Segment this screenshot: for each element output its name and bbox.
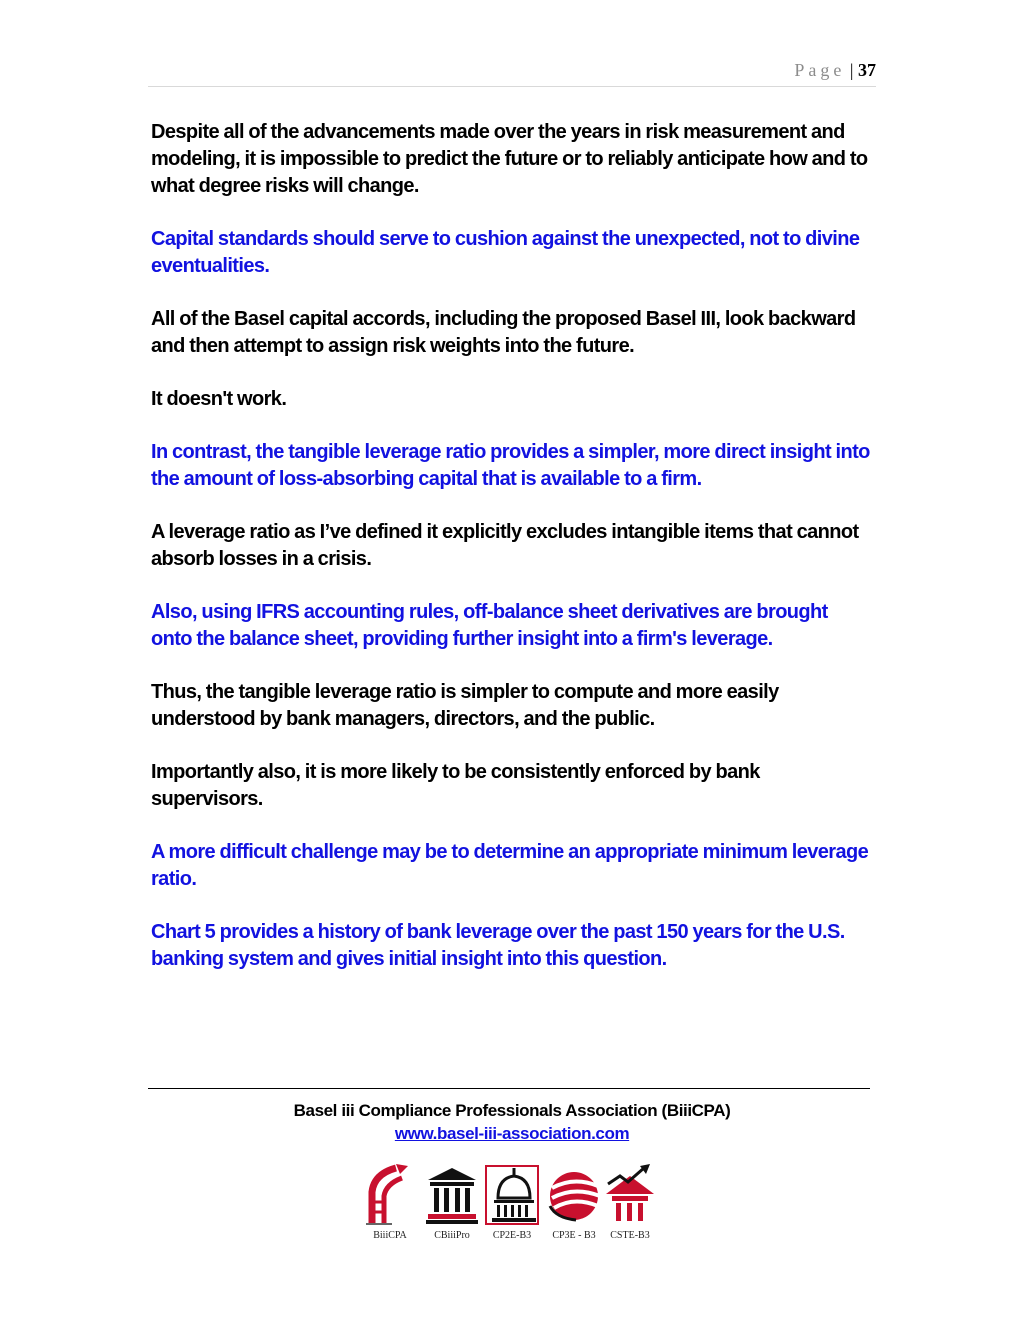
page-separator: | (849, 60, 854, 80)
paragraph: Capital standards should serve to cushion against the unexpected, not to divine eventualities. (151, 228, 860, 277)
paragraph: Despite all of the advancements made over the years in risk measurement and modeling, it is impossible to predict the future or to reliably anticipate how and to what degree risks will change. (151, 121, 868, 197)
logo-cbiiipro[interactable] (422, 1162, 482, 1247)
red-globe-icon (546, 1162, 602, 1226)
logo-cste-b3[interactable] (600, 1162, 660, 1247)
logo-caption: CBiiiPro (434, 1230, 470, 1241)
bank-columns-icon (424, 1162, 480, 1226)
paragraph: Importantly also, it is more likely to be consistently enforced by bank supervisors. (151, 761, 760, 810)
footer-website-link[interactable]: www.basel-iii-association.com (394, 1124, 630, 1143)
logo-biiicpa[interactable] (360, 1162, 420, 1247)
paragraph: Also, using IFRS accounting rules, off-balance sheet derivatives are brought onto the balance sheet, providing further insight into a firm's leverage. (151, 601, 828, 650)
bridge-arch-icon (362, 1162, 418, 1226)
paragraph: A more difficult challenge may be to determine an appropriate minimum leverage ratio. (151, 841, 869, 890)
footer-divider (148, 1088, 870, 1089)
document-body (151, 119, 871, 999)
paragraph: A leverage ratio as I’ve defined it explicitly excludes intangible items that cannot absorb losses in a crisis. (151, 521, 859, 570)
logo-caption: CSTE-B3 (610, 1230, 650, 1241)
rising-chart-house-icon (602, 1162, 658, 1226)
paragraph: In contrast, the tangible leverage ratio provides a simpler, more direct insight into the amount of loss-absorbing capital that is available to a firm. (151, 441, 870, 490)
paragraph: It doesn't work. (151, 388, 287, 410)
paragraph: Thus, the tangible leverage ratio is simpler to compute and more easily understood by bank managers, directors, and the public. (151, 681, 779, 730)
capitol-dome-icon (484, 1162, 540, 1226)
paragraph: Chart 5 provides a history of bank leverage over the past 150 years for the U.S. banking system and gives initial insight into this question. (151, 921, 845, 970)
logo-caption: CP2E-B3 (492, 1230, 532, 1241)
page-word: Page (794, 60, 846, 80)
logo-caption: CP3E - B3 (552, 1230, 596, 1241)
logo-cp2e-b3[interactable] (482, 1162, 542, 1247)
paragraph: All of the Basel capital accords, including the proposed Basel III, look backward and then attempt to assign risk weights into the future. (151, 308, 856, 357)
logo-caption: BiiiCPA (373, 1230, 407, 1241)
certification-logos (360, 1162, 660, 1247)
page-number: 37 (858, 60, 876, 80)
page-header (148, 58, 876, 87)
page-number-label (794, 60, 876, 81)
footer-organization: Basel iii Compliance Professionals Association (BiiiCPA) (293, 1101, 731, 1120)
